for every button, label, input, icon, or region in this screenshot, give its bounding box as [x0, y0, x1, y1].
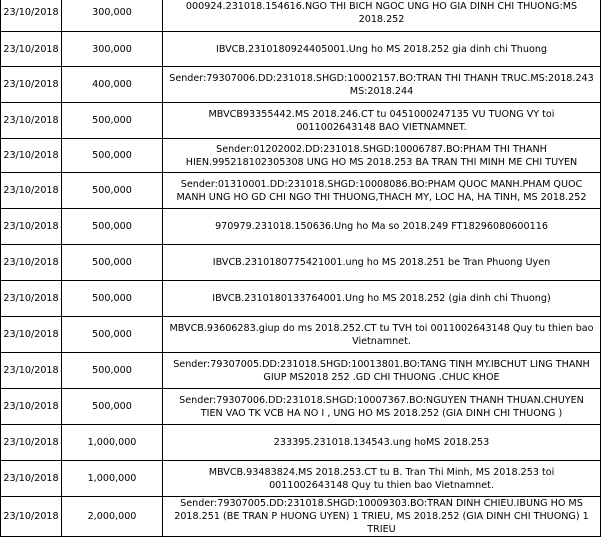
date-cell: 23/10/2018 [1, 389, 62, 425]
amount-cell: 500,000 [62, 173, 163, 209]
description-cell: Sender:01310001.DD:231018.SHGD:10008086.BO:PHAM QUOC MANH.PHAM QUOC MANH UNG HO GD CHI NGO THI THUONG,THACH MY, LOC HA, HA TINH, MS 2018.252 [163, 173, 601, 209]
description-cell: Sender:79307005.DD:231018.SHGD:10013801.BO:TANG TINH MY.IBCHUT LING THANH GIUP MS2018 252 .GD CHI THUONG .CHUC KHOE [163, 353, 601, 389]
date-cell: 23/10/2018 [1, 103, 62, 139]
table-row [1, 32, 601, 67]
table-row [1, 389, 601, 425]
date-cell: 23/10/2018 [1, 317, 62, 353]
description-cell: 970979.231018.150636.Ung ho Ma so 2018.249 FT18296080600116 [163, 209, 601, 245]
date-cell: 23/10/2018 [1, 173, 62, 209]
amount-cell: 500,000 [62, 281, 163, 317]
date-cell: 23/10/2018 [1, 425, 62, 461]
description-cell: MBVCB.93606283.giup do ms 2018.252.CT tu TVH toi 0011002643148 Quy tu thien bao Vietnamnet. [163, 317, 601, 353]
amount-cell: 500,000 [62, 317, 163, 353]
table-row [1, 461, 601, 497]
amount-cell: 2,000,000 [62, 497, 163, 537]
amount-cell: 500,000 [62, 139, 163, 173]
table-row [1, 0, 601, 32]
table-row [1, 245, 601, 281]
description-cell: IBVCB.2310180775421001.ung ho MS 2018.251 be Tran Phuong Uyen [163, 245, 601, 281]
transaction-rows [1, 0, 601, 537]
table-row [1, 173, 601, 209]
date-cell: 23/10/2018 [1, 32, 62, 67]
description-cell: Sender:79307006.DD:231018.SHGD:10007367.BO:NGUYEN THANH THUAN.CHUYEN TIEN VAO TK VCB HA NO I , UNG HO MS 2018.252 (GIA DINH CHI THUONG ) [163, 389, 601, 425]
date-cell: 23/10/2018 [1, 139, 62, 173]
amount-cell: 500,000 [62, 353, 163, 389]
date-cell: 23/10/2018 [1, 67, 62, 103]
date-cell: 23/10/2018 [1, 0, 62, 32]
table-row [1, 317, 601, 353]
table-row [1, 425, 601, 461]
date-cell: 23/10/2018 [1, 461, 62, 497]
date-cell: 23/10/2018 [1, 281, 62, 317]
date-cell: 23/10/2018 [1, 353, 62, 389]
amount-cell: 300,000 [62, 32, 163, 67]
description-cell: Sender:79307006.DD:231018.SHGD:10002157.BO:TRAN THI THANH TRUC.MS:2018.243 MS:2018.244 [163, 67, 601, 103]
table-row [1, 139, 601, 173]
date-cell: 23/10/2018 [1, 497, 62, 537]
amount-cell: 500,000 [62, 389, 163, 425]
description-cell: IBVCB.2310180133764001.Ung ho MS 2018.252 (gia dinh chi Thuong) [163, 281, 601, 317]
description-cell: IBVCB.2310180924405001.Ung ho MS 2018.252 gia dinh chi Thuong [163, 32, 601, 67]
amount-cell: 300,000 [62, 0, 163, 32]
description-cell: Sender:79307005.DD:231018.SHGD:10009303.BO:TRAN DINH CHIEU.IBUNG HO MS 2018.251 (BE TRAN P HUONG UYEN) 1 TRIEU, MS 2018.252 (GIA DINH CHI THUONG) 1 TRIEU [163, 497, 601, 537]
description-cell: MBVCB93355442.MS 2018.246.CT tu 0451000247135 VU TUONG VY toi 0011002643148 BAO VIETNAMNET. [163, 103, 601, 139]
amount-cell: 500,000 [62, 103, 163, 139]
table-row [1, 353, 601, 389]
description-cell: MBVCB.93483824.MS 2018.253.CT tu B. Tran Thi Minh, MS 2018.253 toi 0011002643148 Quy tu thien bao Vietnamnet. [163, 461, 601, 497]
table-row [1, 497, 601, 537]
amount-cell: 400,000 [62, 67, 163, 103]
amount-cell: 500,000 [62, 245, 163, 281]
table-row [1, 103, 601, 139]
table-row [1, 67, 601, 103]
description-cell: 233395.231018.134543.ung hoMS 2018.253 [163, 425, 601, 461]
table-row [1, 281, 601, 317]
amount-cell: 1,000,000 [62, 425, 163, 461]
date-cell: 23/10/2018 [1, 245, 62, 281]
amount-cell: 500,000 [62, 209, 163, 245]
date-cell: 23/10/2018 [1, 209, 62, 245]
table-row [1, 209, 601, 245]
description-cell: Sender:01202002.DD:231018.SHGD:10006787.BO:PHAM THI THANH HIEN.995218102305308 UNG HO MS 2018.253 BA TRAN THI MINH ME CHI TUYEN [163, 139, 601, 173]
description-cell: 000924.231018.154616.NGO THI BICH NGOC UNG HO GIA DINH CHI THUONG:MS 2018.252 [163, 0, 601, 32]
amount-cell: 1,000,000 [62, 461, 163, 497]
